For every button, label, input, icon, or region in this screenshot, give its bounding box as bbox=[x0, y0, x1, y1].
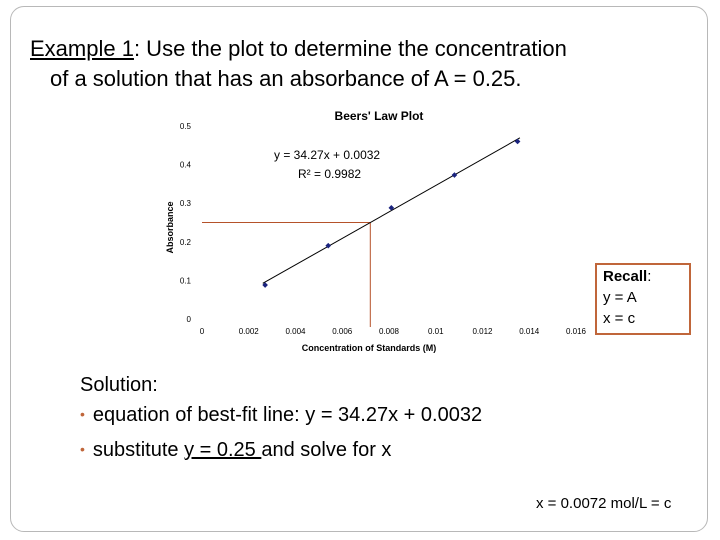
x-tick-label: 0.002 bbox=[238, 327, 259, 336]
bullet-2-pre: substitute bbox=[92, 439, 185, 461]
solution-section: Solution: • equation of best-fit line: y = 34.27x + 0.0032 • substitute y = 0.25 and solve for x bbox=[80, 372, 482, 468]
trendline-equation: y = 34.27x + 0.0032 bbox=[274, 148, 381, 162]
y-tick-label: 0.4 bbox=[179, 160, 191, 170]
x-tick-label: 0.008 bbox=[378, 327, 400, 336]
bullet-2-post: and solve for x bbox=[261, 439, 392, 461]
recall-heading: Recall bbox=[603, 268, 648, 285]
y-tick-label: 0.1 bbox=[179, 276, 191, 286]
y-tick-label: 0.5 bbox=[179, 122, 191, 131]
x-axis-label: Concentration of Standards (M) bbox=[301, 343, 437, 353]
data-point bbox=[515, 139, 521, 145]
slide-title bbox=[30, 34, 700, 94]
title-line-2: of a solution that has an absorbance of A = 0.25. bbox=[50, 66, 522, 91]
r-squared-label: R² = 0.9982 bbox=[298, 167, 362, 181]
answer-text: x = 0.0072 mol/L = c bbox=[536, 495, 672, 512]
x-tick-label: 0 bbox=[199, 327, 205, 336]
bullet-dot-icon: • bbox=[80, 441, 85, 457]
x-tick-label: 0.016 bbox=[565, 327, 587, 336]
y-axis-label: Absorbance bbox=[165, 201, 175, 254]
bullet-1-text: equation of best-fit line: y = 34.27x + 0.0032 bbox=[92, 404, 483, 426]
solution-bullet-1 bbox=[80, 398, 482, 433]
title-text: : Use the plot to determine the concentration bbox=[133, 36, 567, 61]
solution-bullet-2 bbox=[80, 433, 482, 468]
x-tick-label: 0.014 bbox=[519, 327, 540, 336]
bullet-dot-icon: • bbox=[80, 406, 85, 422]
y-tick-label: 0 bbox=[186, 315, 191, 324]
x-tick-label: 0.01 bbox=[427, 327, 444, 336]
recall-line-2: x = c bbox=[603, 310, 636, 327]
recall-line-1: y = A bbox=[603, 289, 637, 306]
recall-box: Recall: y = A x = c bbox=[595, 263, 691, 335]
chart-title: Beers' Law Plot bbox=[334, 109, 424, 123]
beers-law-chart bbox=[160, 102, 590, 364]
data-point bbox=[452, 172, 458, 178]
solution-label: Solution bbox=[80, 374, 153, 396]
title-example-label: Example 1 bbox=[30, 36, 134, 61]
x-tick-label: 0.006 bbox=[332, 327, 353, 336]
y-tick-label: 0.2 bbox=[179, 237, 191, 247]
x-tick-label: 0.004 bbox=[285, 327, 306, 336]
y-tick-label: 0.3 bbox=[179, 199, 191, 209]
bullet-2-underlined: y = 0.25 bbox=[184, 439, 262, 461]
x-tick-label: 0.012 bbox=[472, 327, 493, 336]
